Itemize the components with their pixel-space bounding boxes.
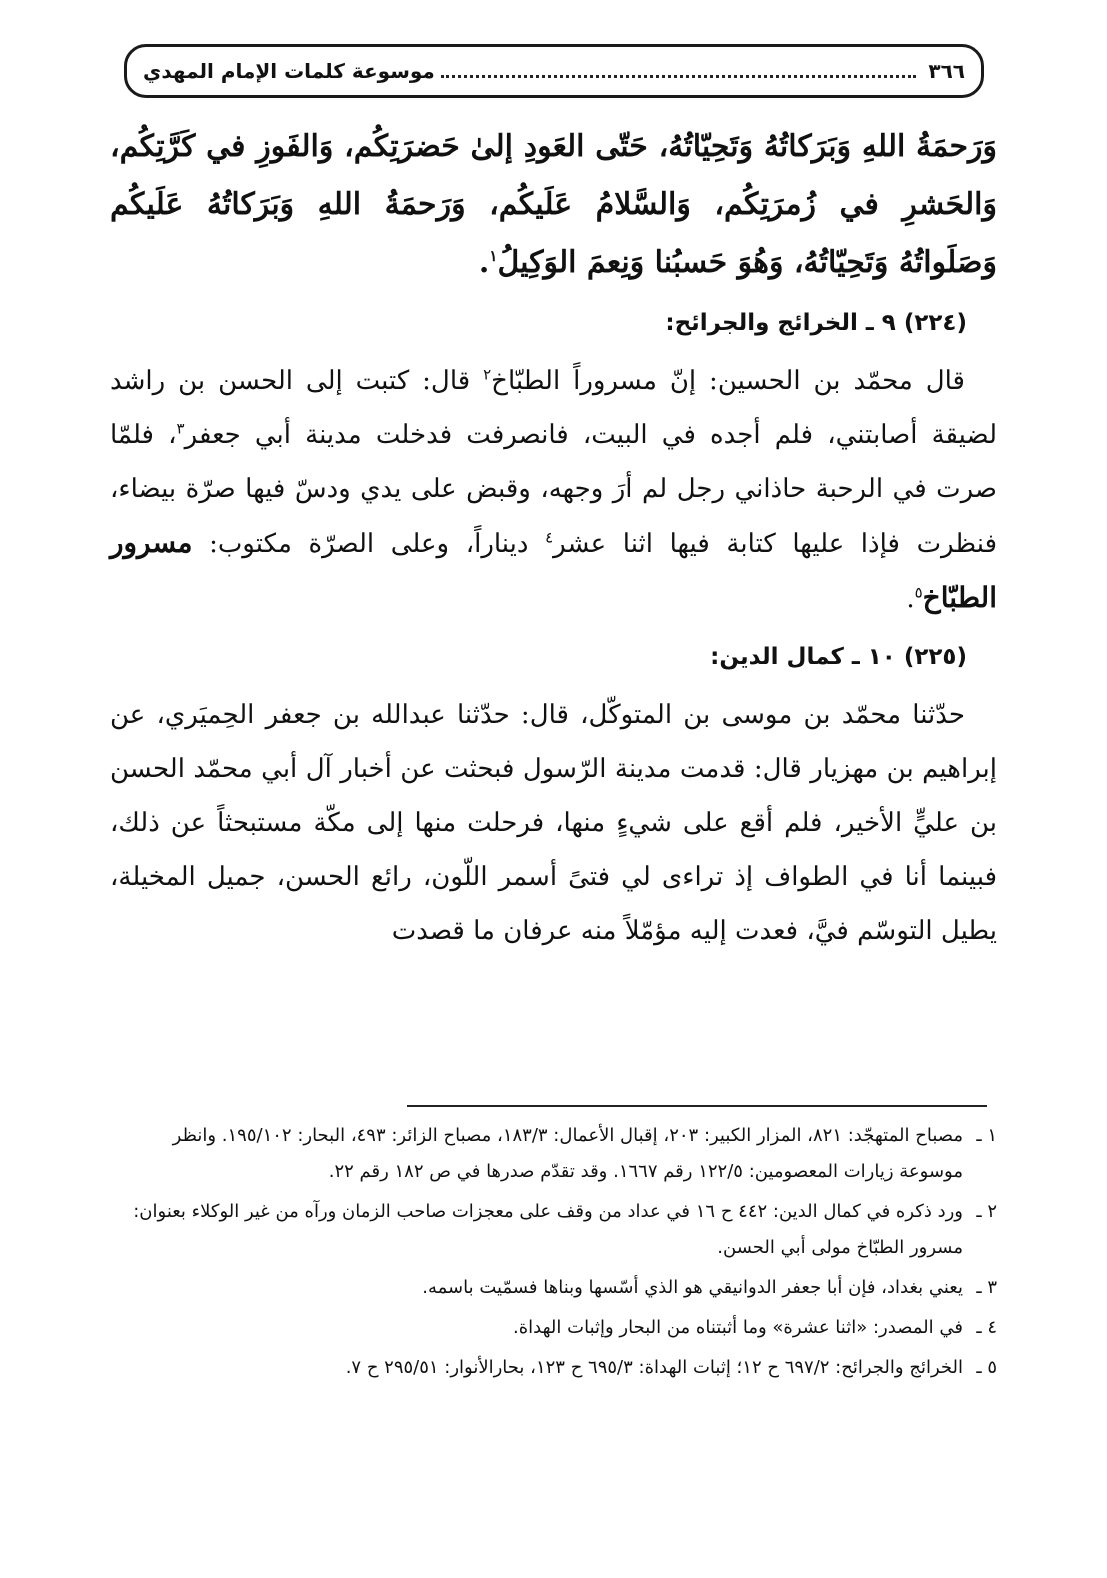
footnote-separator: [407, 1105, 987, 1107]
footnote-4: ٤ ـفي المصدر: «اثنا عشرة» وما أثبتناه من البحار وإثبات الهداة.: [513, 1317, 997, 1338]
footnotes: [110, 1118, 997, 1390]
running-header: [124, 44, 984, 98]
footnote-2: ٢ ـورد ذكره في كمال الدين: ٤٤٢ ح ١٦ في عداد من وقف على معجزات صاحب الزمان ورآه من غير الوكلاء بعنوان: مسرور الطبّاخ مولى أبي الحسن.: [133, 1201, 997, 1258]
main-content: [110, 118, 997, 958]
footnote-1: ١ ـمصباح المتهجّد: ٨٢١، المزار الكبير: ٢٠٣، إقبال الأعمال: ١٨٣/٣، مصباح الزائر: ٤٩٣، البحار: ١٩٥/١٠٢. وانظر موسوعة زيارات المعصومين: ١٢٢/٥ رقم ١٦٦٧. وقد تقدّم صدرها في ص ١٨٢ رقم ٢٢.: [172, 1125, 997, 1182]
footnote-ref-4[interactable]: ٤: [545, 528, 554, 547]
header-dot-leader: [441, 75, 917, 78]
footnote-3: ٣ ـيعني بغداد، فإن أبا جعفر الدوانيقي هو الذي أسّسها وبناها فسمّيت باسمه.: [422, 1277, 997, 1298]
footnote-ref-2[interactable]: ٢: [483, 365, 492, 384]
page-number: ٣٦٦: [928, 59, 965, 83]
section-heading-224: (٢٢٤) ٩ ـ الخرائج والجرائح:: [665, 310, 967, 336]
footnote-ref-1[interactable]: ١: [489, 247, 498, 265]
book-title: موسوعة كلمات الإمام المهدي: [143, 59, 435, 83]
section-225-body: حدّثنا محمّد بن موسى بن المتوكّل، قال: حدّثنا عبدالله بن جعفر الحِميَري، عن إبراهيم بن مهزيار قال: قدمت مدينة الرّسول فبحثت عن أخبار آل أبي محمّد الحسن بن عليٍّ الأخير، فلم أقع على شيءٍ منها، فرحلت منها إلى مكّة مستبحثاً عن ذلك، فبينما أنا في الطواف إذ تراءى لي فتىً أسمر اللّون، رائع الحسن، جميل المخيلة، يطيل التوسّم فيَّ، فعدت إليه مؤمّلاً منه عرفان ما قصدت: [110, 700, 997, 946]
ziyarah-text: وَرَحمَةُ اللهِ وَبَرَكاتُهُ وَتَحِيّاتُهُ، حَتّى العَودِ إلىٰ حَضرَتِكُم، وَالفَوزِ في كَرَّتِكُم، وَالحَشرِ في زُمرَتِكُم، وَالسَّلامُ عَلَيكُم، وَرَحمَةُ اللهِ وَبَرَكاتُهُ عَلَيكُم وَصَلَواتُهُ وَتَحِيّاتُهُ، وَهُوَ حَسبُنا وَنِعمَ الوَكِيلُ$^١$.: [110, 129, 997, 280]
section-224-body: قال محمّد بن الحسين: إنّ مسروراً الطبّاخ$^٢$ قال: كتبت إلى الحسن بن راشد لضيقة أصابتني، فلم أجده في البيت، فانصرفت فدخلت مدينة أبي جعفر$^٣$، فلمّا صرت في الرحبة حاذاني رجل لم أرَ وجهه، وقبض على يدي ودسّ فيها صرّة بيضاء، فنظرت فإذا عليها كتابة فيها اثنا عشر$^٤$ ديناراً، وعلى الصرّة مكتوب: مسرور الطبّاخ$^٥$.: [110, 365, 997, 614]
footnote-5: ٥ ـالخرائج والجرائح: ٦٩٧/٢ ح ١٢؛ إثبات الهداة: ٦٩٥/٣ ح ١٢٣، بحارالأنوار: ٢٩٥/٥١ ح ٧.: [345, 1357, 997, 1378]
footnote-ref-3[interactable]: ٣: [176, 419, 185, 438]
section-heading-225: (٢٢٥) ١٠ ـ كمال الدين:: [710, 644, 967, 670]
footnote-ref-5[interactable]: ٥: [914, 583, 923, 602]
